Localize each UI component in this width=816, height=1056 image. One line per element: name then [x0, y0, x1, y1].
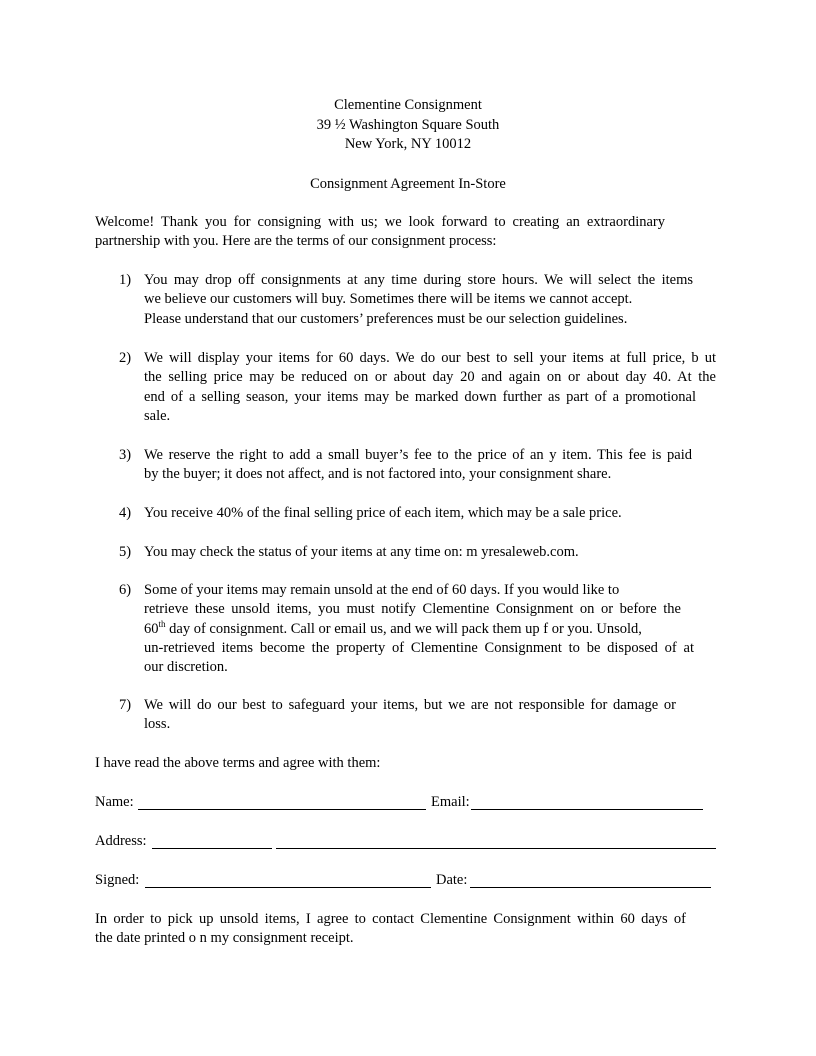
address-field-part-2[interactable] [276, 848, 716, 849]
name-field[interactable] [138, 809, 426, 810]
term-line: We will display your items for 60 days. We do our best to sell your items at full price, b ut [144, 350, 716, 366]
term-line: Please understand that our customers’ preferences must be our selection guidelines. [144, 310, 628, 327]
address-row [95, 832, 720, 852]
term-text [144, 446, 692, 485]
term-number: 2) [119, 350, 132, 366]
address-label: Address: [95, 833, 147, 849]
name-email-row [95, 793, 720, 813]
signed-label: Signed: [95, 872, 140, 888]
email-field[interactable] [471, 809, 703, 810]
intro-paragraph [95, 213, 665, 251]
name-label: Name: [95, 794, 134, 810]
term-line-rest: day of consignment. Call or email us, and we will pack them up f or you. Unsold, [165, 620, 642, 637]
signed-date-row [95, 871, 720, 891]
email-label: Email: [431, 794, 470, 810]
term-line: You may check the status of your items at any time on: m yresaleweb.com. [144, 544, 579, 560]
term-line: un-retrieved items become the property of Clementine Consignment to be disposed of at [144, 639, 694, 656]
term-line: loss. [144, 716, 171, 733]
term-text [144, 581, 694, 677]
agreement-statement: I have read the above terms and agree with them: [95, 755, 381, 771]
term-text [144, 271, 693, 329]
term-line: We reserve the right to add a small buyer’s fee to the price of an y item. This fee is paid [144, 447, 692, 463]
term-number: 1) [119, 272, 132, 288]
signature-field[interactable] [145, 887, 431, 888]
term-text [144, 543, 720, 562]
term-line: We will do our best to safeguard your items, but we are not responsible for damage or [144, 697, 676, 713]
term-line-with-superscript [144, 620, 694, 639]
term-number: 5) [119, 544, 132, 560]
address-line-2: New York, NY 10012 [344, 136, 472, 152]
term-line: we believe our customers will buy. Sometimes there will be items we cannot accept. [144, 291, 633, 308]
term-line: You may drop off consignments at any time during store hours. We will select the items [144, 272, 693, 288]
ordinal-suffix: th [158, 618, 166, 629]
closing-line-2: the date printed o n my consignment receipt. [95, 930, 354, 946]
term-line: You receive 40% of the final selling price of each item, which may be a sale price. [144, 505, 622, 521]
term-text [144, 504, 720, 523]
closing-line-1: In order to pick up unsold items, I agree to contact Clementine Consignment within 60 days of [95, 911, 686, 927]
address-field-part-1[interactable] [152, 848, 272, 849]
term-line: sale. [144, 407, 171, 424]
date-field[interactable] [470, 887, 711, 888]
intro-line-2: partnership with you. Here are the terms of our consignment process: [95, 233, 497, 249]
term-number: 4) [119, 505, 132, 521]
term-line: end of a selling season, your items may be marked down further as part of a promotional [144, 388, 696, 405]
term-number: 6) [119, 582, 132, 598]
date-label: Date: [436, 872, 468, 888]
term-line: by the buyer; it does not affect, and is not factored into, your consignment share. [144, 466, 612, 483]
document-title: Consignment Agreement In-Store [310, 176, 506, 192]
term-line: the selling price may be reduced on or about day 20 and again on or about day 40. At the [144, 369, 716, 386]
term-line: our discretion. [144, 659, 228, 676]
term-text [144, 696, 676, 735]
term-text [144, 349, 716, 426]
ordinal-number: 60 [144, 620, 159, 637]
address-line-1: 39 ½ Washington Square South [316, 117, 500, 133]
intro-line-1: Welcome! Thank you for consigning with us; we look forward to creating an extraordinary [95, 214, 665, 230]
term-line: retrieve these unsold items, you must notify Clementine Consignment on or before the [144, 601, 681, 618]
term-line: Some of your items may remain unsold at the end of 60 days. If you would like to [144, 582, 620, 598]
term-number: 3) [119, 447, 132, 463]
closing-paragraph [95, 910, 686, 948]
business-name: Clementine Consignment [334, 97, 482, 113]
term-number: 7) [119, 697, 132, 713]
